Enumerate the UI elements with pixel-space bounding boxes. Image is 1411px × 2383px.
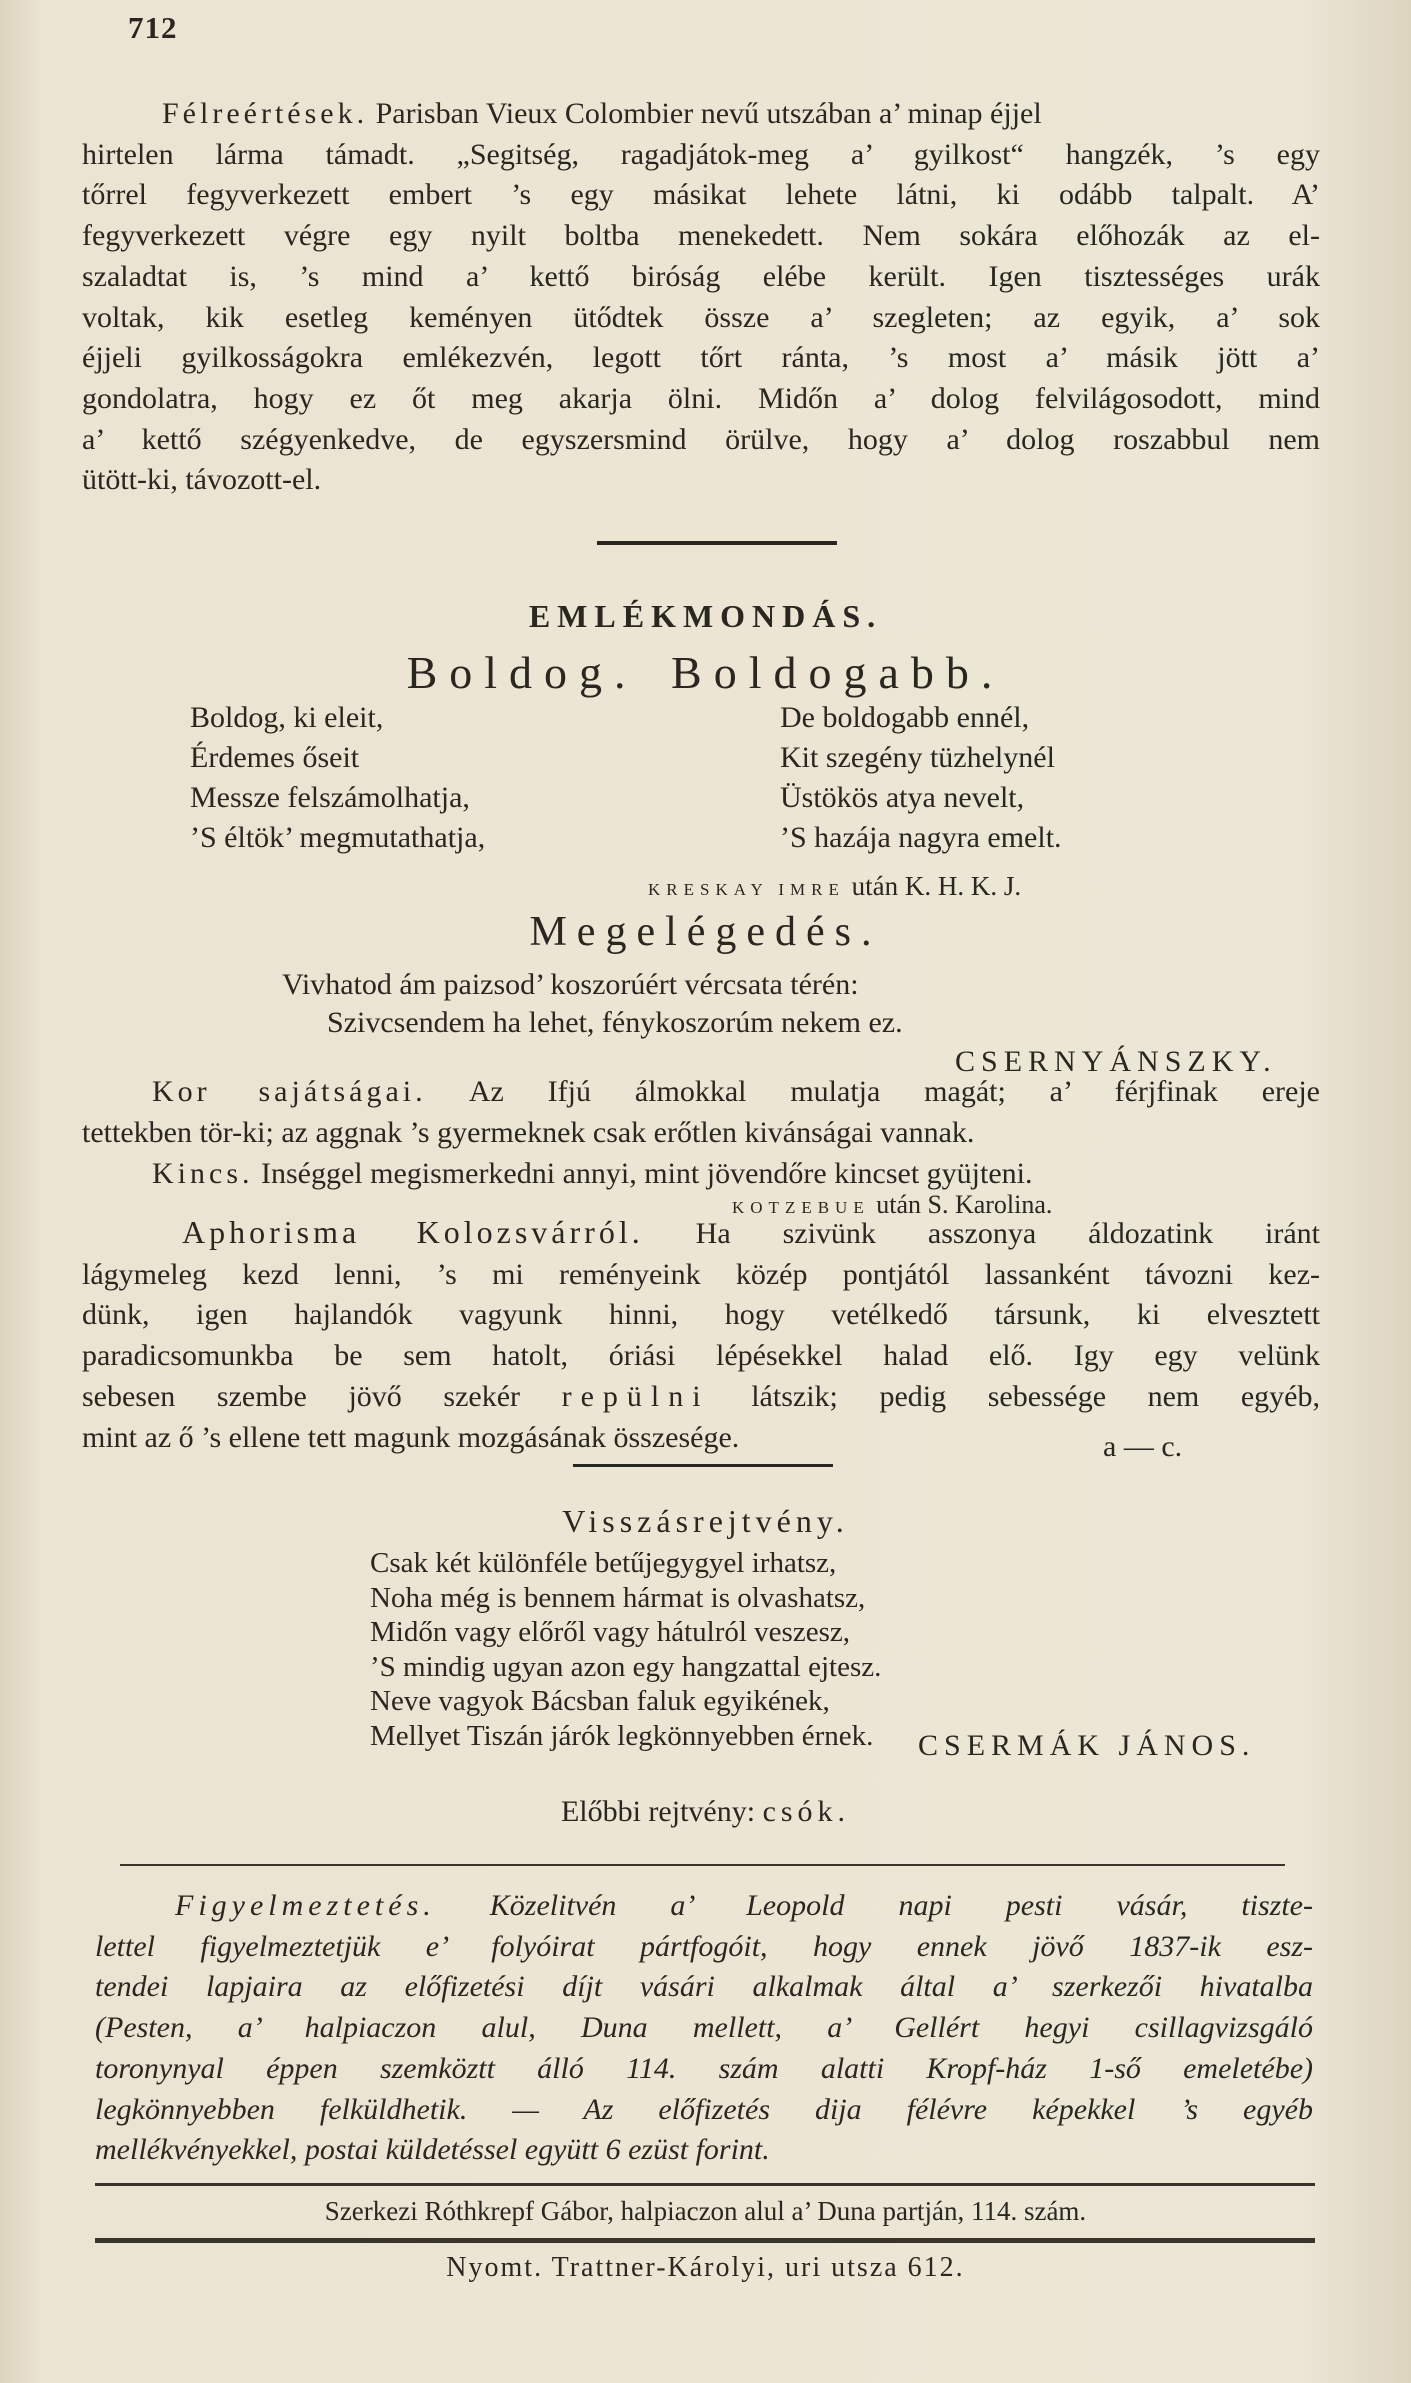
- poem-left-line: Érdemes őseit: [190, 741, 360, 774]
- attribution-rest: után K. H. K. J.: [851, 871, 1022, 901]
- footer-rule-bottom: [95, 2238, 1315, 2243]
- poem-left-line: Boldog, ki eleit,: [190, 701, 384, 734]
- emlekmondas-attribution: [648, 871, 1021, 902]
- elobbi-rejtveny: [0, 1795, 1411, 1829]
- feleertesek-heading: Félreértések.: [162, 97, 369, 130]
- figyelmeztetes-line-7: mellékvényekkel, postai küldetéssel együtt 6 ezüst forint.: [95, 2133, 770, 2167]
- aphorisma-line-6: mint az ő ’s ellene tett magunk mozgásának összesége.: [82, 1420, 740, 1454]
- megelegedes-line-1: Vivhatod ám paizsod’ koszorúért vércsata térén:: [282, 968, 859, 1001]
- feleertesek-line-5: szaladtat is, ’s mind a’ kettő biróság elébe került. Igen tisztességes urák: [82, 259, 1320, 293]
- figyelmeztetes-line-6: legkönnyebben felküldhetik. — Az előfizetés dija félévre képekkel ’s egyéb: [95, 2092, 1313, 2126]
- aphorisma-line-4: paradicsomunkba be sem hatolt, óriási lépésekkel halad elő. Igy egy velünk: [82, 1339, 1320, 1373]
- feleertesek-line-9: a’ kettő szégyenkedve, de egyszersmind örülve, hogy a’ dolog roszabbul nem: [82, 422, 1320, 456]
- aphorisma-line-3: dünk, igen hajlandók vagyunk hinni, hogy vetélkedő társunk, ki elvesztett: [82, 1298, 1320, 1332]
- figyelmeztetes-line-1: Figyelmeztetés. Közelitvén a’ Leopold napi pesti vásár, tiszte-: [175, 1889, 1313, 1922]
- megelegedes-verse: [282, 966, 903, 1042]
- divider-line: [120, 1864, 1285, 1866]
- figyelmeztetes-line-2: lettel figyelmeztetjük e’ folyóirat pártfogóit, hogy ennek jövő 1837-ik esz-: [95, 1929, 1313, 1963]
- megelegedes-heading: Megelégedés.: [529, 909, 882, 955]
- aphorisma-line-2: lágymeleg kezd lenni, ’s mi reményeink közép pontjától lassanként távozni kez-: [82, 1257, 1320, 1291]
- visszasrejtveny-signature: CSERMÁK JÁNOS.: [918, 1729, 1256, 1762]
- feleertesek-line-10: ütött-ki, távozott-el.: [82, 463, 322, 497]
- kor-heading: Kor sajátságai.: [152, 1075, 427, 1108]
- kor-line-2: tettekben tör-ki; az aggnak ’s gyermeknek csak erőtlen kivánságai vannak.: [82, 1115, 975, 1149]
- aphorisma-article: [82, 1212, 1320, 1458]
- feleertesek-line-1: Félreértések. Parisban Vieux Colombier nevű utszában a’ minap éjjel: [162, 97, 1042, 130]
- poem-left-column: [190, 698, 485, 858]
- feleertesek-line-7: éjjeli gyilkosságokra emlékezvén, legott tőrt ránta, ’s most a’ másik jött a’: [82, 341, 1320, 375]
- riddle-line: ’S mindig ugyan azon egy hangzattal ejtesz.: [370, 1650, 882, 1683]
- riddle-line: Noha még is bennem hármat is olvashatsz,: [370, 1581, 866, 1614]
- visszasrejtveny-heading: Visszásrejtvény.: [562, 1503, 849, 1539]
- aphorisma-heading: Aphorisma Kolozsvárról.: [182, 1214, 644, 1250]
- poem-left-line: ’S éltök’ megmutathatja,: [190, 821, 486, 854]
- poem-right-column: [780, 698, 1062, 858]
- riddle-line: Csak két különféle betűjegygyel irhatsz,: [370, 1547, 837, 1579]
- footer-printer: Nyomt. Trattner-Károlyi, uri utsza 612.: [446, 2252, 965, 2283]
- attribution-name: KRESKAY IMRE: [648, 880, 845, 899]
- feleertesek-line-8: gondolatra, hogy ez őt meg akarja ölni. Midőn a’ dolog felvilágosodott, mind: [82, 381, 1320, 415]
- aphorisma-signature: a — c.: [1103, 1430, 1183, 1463]
- poem-right-line: Kit szegény tüzhelynél: [780, 741, 1055, 774]
- poem-left-line: Messze felszámolhatja,: [190, 781, 470, 814]
- figyelmeztetes-line-3: tendei lapjaira az előfizetési díjt vásári alkalmak által a’ szerkezői hivatalba: [95, 1970, 1313, 2004]
- poem-right-line: Üstökös atya nevelt,: [780, 781, 1025, 814]
- attribution-rest: után S. Karolina.: [876, 1190, 1053, 1219]
- kincs-line: Kincs. Inséggel megismerkedni annyi, mint jövendőre kincset gyüjteni.: [152, 1157, 1033, 1190]
- footer-rule-top: [95, 2183, 1315, 2186]
- feleertesek-line-4: fegyverkezett végre egy nyilt boltba menekedett. Nem sokára előhozák az el-: [82, 219, 1320, 253]
- poem-right-line: ’S hazája nagyra emelt.: [780, 821, 1062, 854]
- kincs-article: [82, 1154, 1320, 1195]
- aphorisma-line-5: sebesen szembe jövő szekér repülni látszik; pedig sebessége nem egyéb,: [82, 1379, 1320, 1413]
- aphorisma-line-1: Aphorisma Kolozsvárról. Ha szivünk asszonya áldozatink iránt: [182, 1214, 1321, 1250]
- page-number: 712: [128, 10, 178, 45]
- riddle-line: Mellyet Tiszán járók legkönnyebben érnek.: [370, 1719, 874, 1752]
- kor-line-1: Kor sajátságai. Az Ifjú álmokkal mulatja magát; a’ férjfinak ereje: [152, 1075, 1320, 1108]
- footer-editor: Szerkezi Róthkrepf Gábor, halpiaczon alul a’ Duna partján, 114. szám.: [324, 2196, 1087, 2226]
- figyelmeztetes-line-5: toronynyal éppen szemköztt álló 114. szám alatti Kropf-ház 1-ső emeletébe): [95, 2051, 1313, 2085]
- feleertesek-line-2: hirtelen lárma támadt. „Segitség, ragadjátok-meg a’ gyilkost“ hangzék, ’s egy: [82, 137, 1320, 171]
- riddle-line: Midőn vagy előről vagy hátulról veszesz,: [370, 1616, 850, 1648]
- emlekmondas-heading: EMLÉKMONDÁS.: [528, 598, 883, 634]
- feleertesek-line-6: voltak, kik esetleg keményen ütődtek össze a’ szegleten; az egyik, a’ sok: [82, 300, 1320, 334]
- kor-article: [82, 1072, 1320, 1153]
- kincs-heading: Kincs.: [152, 1157, 254, 1190]
- poem-right-line: De boldogabb ennél,: [780, 701, 1030, 734]
- elobbi-answer: csók.: [762, 1795, 851, 1828]
- repulni-emphasis: repülni: [561, 1379, 710, 1413]
- figyelmeztetes-line-4: (Pesten, a’ halpiaczon alul, Duna mellett, a’ Gellért hegyi csillagvizsgáló: [95, 2011, 1313, 2045]
- section-divider: [573, 1464, 833, 1467]
- feleertesek-line-3: tőrrel fegyverkezett embert ’s egy másikat lehete látni, ki odább talpalt. A’: [82, 178, 1320, 212]
- attribution-name: KOTZEBUE: [732, 1198, 870, 1217]
- megelegedes-signature: CSERNYÁNSZKY.: [955, 1045, 1277, 1078]
- figyelmeztetes-notice: [95, 1886, 1313, 2171]
- emlekmondas-subtitle: Boldog. Boldogabb.: [406, 647, 1005, 698]
- riddle-line: Neve vagyok Bácsban faluk egyikének,: [370, 1685, 830, 1717]
- section-divider: [597, 541, 837, 545]
- elobbi-label: Előbbi rejtvény:: [560, 1795, 756, 1828]
- feleertesek-article: [82, 94, 1320, 501]
- visszasrejtveny-verse: [370, 1546, 881, 1753]
- megelegedes-line-2: Szivcsendem ha lehet, fénykoszorúm nekem ez.: [327, 1006, 903, 1039]
- figyelmeztetes-heading: Figyelmeztetés.: [175, 1889, 436, 1922]
